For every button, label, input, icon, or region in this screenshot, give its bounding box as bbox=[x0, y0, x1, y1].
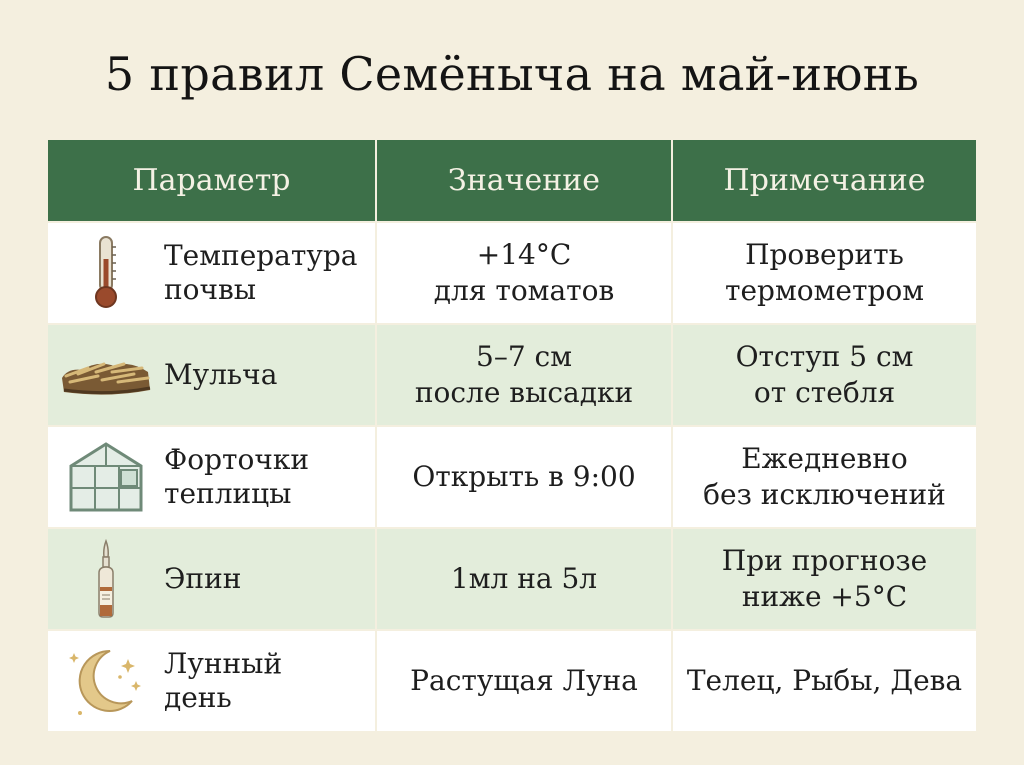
param-label: Мульча bbox=[164, 358, 278, 391]
value-cell: 1мл на 5л bbox=[376, 528, 672, 630]
thermometer-icon bbox=[48, 223, 164, 323]
table-header-row bbox=[48, 140, 976, 222]
note-cell: Телец, Рыбы, Дева bbox=[672, 630, 976, 731]
vial-icon bbox=[48, 529, 164, 629]
value-cell: +14°C для томатов bbox=[376, 222, 672, 324]
page-title: 5 правил Семёныча на май-июнь bbox=[104, 47, 920, 101]
table-row bbox=[48, 528, 976, 630]
mulch-icon bbox=[48, 325, 164, 425]
param-label: Лунный день bbox=[164, 647, 283, 714]
param-label: Эпин bbox=[164, 562, 242, 595]
value-cell: Растущая Луна bbox=[376, 630, 672, 731]
header-note: Примечание bbox=[672, 140, 976, 222]
value-cell: Открыть в 9:00 bbox=[376, 426, 672, 528]
table-row bbox=[48, 630, 976, 731]
note-cell: При прогнозе ниже +5°C bbox=[672, 528, 976, 630]
header-value: Значение bbox=[376, 140, 672, 222]
table-row bbox=[48, 324, 976, 426]
moon-stars-icon bbox=[48, 631, 164, 731]
greenhouse-icon bbox=[48, 427, 164, 527]
header-parameter: Параметр bbox=[48, 140, 376, 222]
note-cell: Ежедневно без исключений bbox=[672, 426, 976, 528]
param-label: Форточки теплицы bbox=[164, 443, 310, 510]
value-cell: 5–7 см после высадки bbox=[376, 324, 672, 426]
table-row bbox=[48, 426, 976, 528]
note-cell: Проверить термометром bbox=[672, 222, 976, 324]
note-cell: Отступ 5 см от стебля bbox=[672, 324, 976, 426]
rules-table bbox=[48, 140, 976, 731]
param-label: Температура почвы bbox=[164, 239, 358, 306]
table-row bbox=[48, 222, 976, 324]
